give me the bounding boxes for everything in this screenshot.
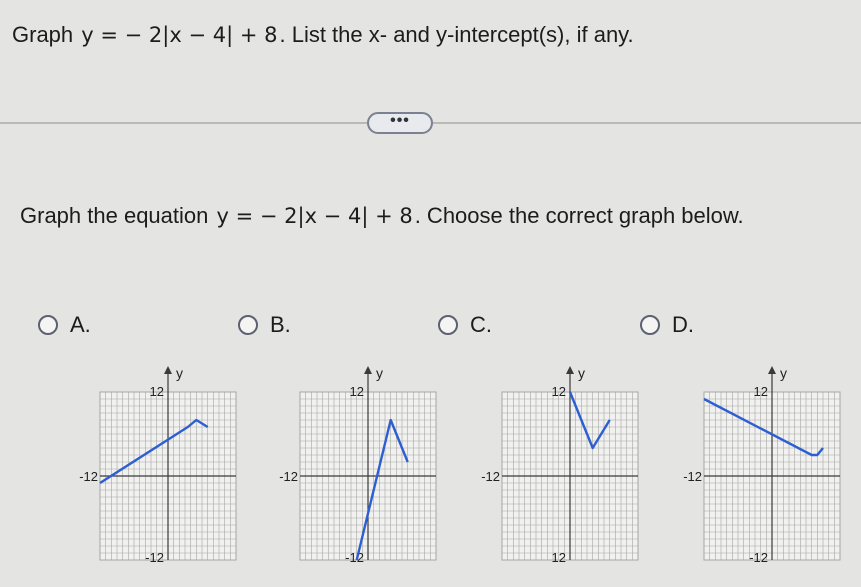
bottom-tick-label: -12 [145,550,164,565]
instruction-equation: y = − 2|x − 4| + 8 [216,204,413,228]
top-tick-label: 12 [753,384,768,399]
option-b[interactable] [238,312,291,342]
question-text [12,22,634,48]
y-axis-label: y [176,365,183,381]
bottom-tick-label: -12 [345,550,364,565]
option-a-radio[interactable] [38,315,58,335]
option-b-label: B. [270,312,291,337]
instruction-prefix: Graph the equation [20,203,209,228]
option-d[interactable] [640,312,694,342]
y-axis-arrow [566,366,574,374]
instruction-suffix: . Choose the correct graph below. [414,203,744,228]
y-axis-label: y [578,365,585,381]
left-tick-label: -12 [683,469,702,484]
option-d-label: D. [672,312,694,337]
option-b-graph [280,355,440,580]
option-b-radio[interactable] [238,315,258,335]
bottom-tick-label: 12 [551,550,566,565]
more-button[interactable]: ••• [367,112,433,134]
top-tick-label: 12 [551,384,566,399]
option-c-radio[interactable] [438,315,458,335]
option-a-label: A. [70,312,91,337]
option-c-graph [482,355,642,580]
y-axis-label: y [780,365,787,381]
bottom-tick-label: -12 [749,550,768,565]
instruction-text [20,196,840,236]
question-prefix: Graph [12,22,74,47]
y-axis-label: y [376,365,383,381]
left-tick-label: -12 [79,469,98,484]
left-tick-label: -12 [279,469,298,484]
left-tick-label: -12 [481,469,500,484]
top-tick-label: 12 [149,384,164,399]
y-axis-arrow [364,366,372,374]
question-equation: y = − 2|x − 4| + 8 [81,23,278,47]
option-c[interactable] [438,312,492,342]
y-axis-arrow [768,366,776,374]
y-axis-arrow [164,366,172,374]
option-a[interactable] [38,312,91,342]
top-tick-label: 12 [349,384,364,399]
question-suffix: . List the x- and y-intercept(s), if any. [279,22,634,47]
option-a-graph [80,355,240,580]
option-d-radio[interactable] [640,315,660,335]
option-c-label: C. [470,312,492,337]
option-d-graph [684,355,844,580]
